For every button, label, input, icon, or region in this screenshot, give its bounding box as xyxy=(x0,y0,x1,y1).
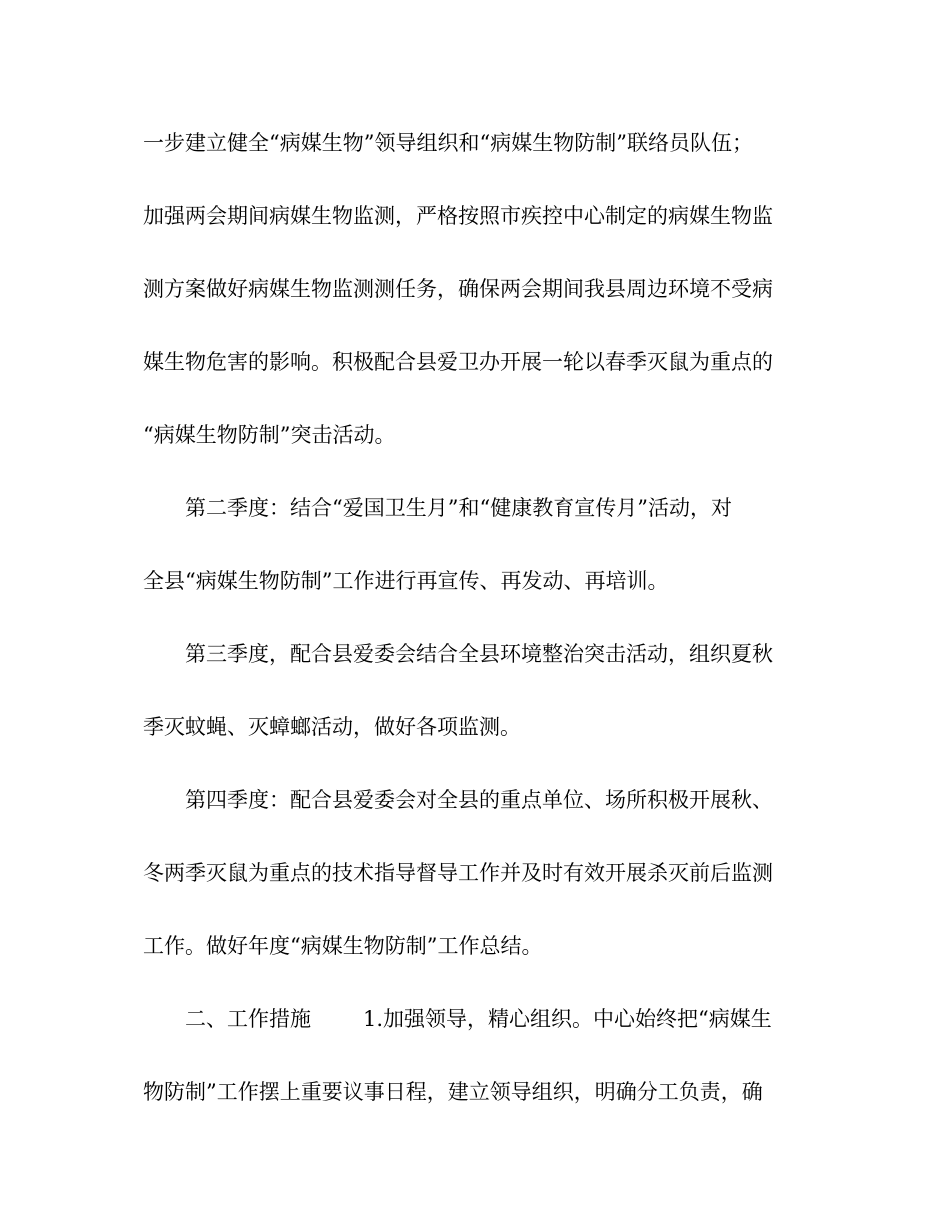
text-line: 加强两会期间病媒生物监测，严格按照市疾控中心制定的病媒生物监 xyxy=(143,204,773,228)
text-line: 测方案做好病媒生物监测测任务，确保两会期间我县周边环境不受病 xyxy=(143,277,773,301)
text-line: 冬两季灭鼠为重点的技术指导督导工作并及时有效开展杀灭前后监测 xyxy=(143,861,773,885)
measure-item-1: 1.加强领导，精心组织。中心始终把“病媒生 xyxy=(363,1007,772,1031)
text-line: 工作。做好年度“病媒生物防制”工作总结。 xyxy=(143,934,543,958)
text-line: “病媒生物防制”突击活动。 xyxy=(143,423,396,447)
paragraph-q4-start: 第四季度：配合县爱委会对全县的重点单位、场所积极开展秋、 xyxy=(185,788,773,812)
paragraph-q2-start: 第二季度：结合“爱国卫生月”和“健康教育宣传月”活动，对 xyxy=(185,496,732,520)
text-line: 季灭蚊蝇、灭蟑螂活动，做好各项监测。 xyxy=(143,715,521,739)
paragraph-q3-start: 第三季度，配合县爱委会结合全县环境整治突击活动，组织夏秋 xyxy=(185,642,773,666)
body-text xyxy=(143,118,803,1140)
section-heading: 二、工作措施 xyxy=(185,1007,311,1031)
text-line: 媒生物危害的影响。积极配合县爱卫办开展一轮以春季灭鼠为重点的 xyxy=(143,350,773,374)
section-measures-line xyxy=(143,994,803,1067)
text-line: 物防制”工作摆上重要议事日程，建立领导组织，明确分工负责，确 xyxy=(143,1080,763,1104)
text-line: 一步建立健全“病媒生物”领导组织和“病媒生物防制”联络员队伍； xyxy=(143,131,753,155)
text-line: 全县“病媒生物防制”工作进行再宣传、再发动、再培训。 xyxy=(143,569,669,593)
